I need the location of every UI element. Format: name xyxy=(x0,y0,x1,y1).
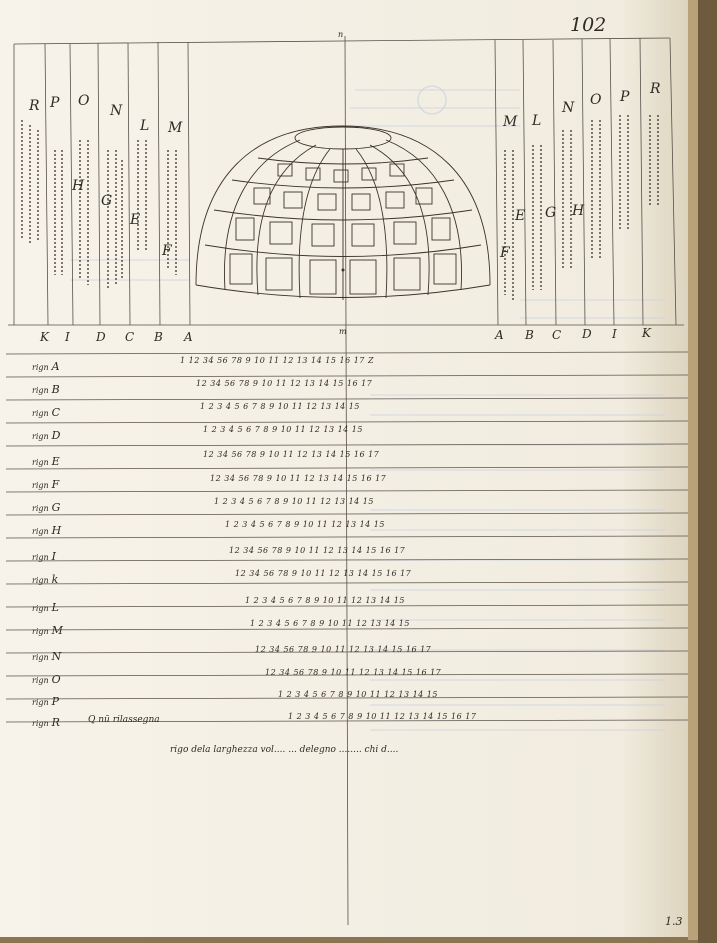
row-numbers-k: 12 34 56 78 9 10 11 12 13 14 15 16 17 xyxy=(235,569,412,578)
row-label-p xyxy=(32,695,59,708)
row-prefix: rign xyxy=(32,553,49,562)
top-label-right-4: O xyxy=(590,92,602,108)
row-prefix: rign xyxy=(32,604,49,613)
strip-label-right-1: F xyxy=(500,245,510,261)
row-letter: E xyxy=(51,455,60,468)
strip-label-left-3: E xyxy=(130,212,141,228)
row-numbers-i: 12 34 56 78 9 10 11 12 13 14 15 16 17 xyxy=(229,546,406,555)
row-prefix: rign xyxy=(32,627,49,636)
bottom-label-right-5: I xyxy=(612,327,617,341)
row-numbers-o: 12 34 56 78 9 10 11 12 13 14 15 16 17 xyxy=(265,668,442,677)
row-label-f xyxy=(32,478,59,491)
row-prefix: rign xyxy=(32,527,49,536)
strip-label-left-1: H xyxy=(72,178,85,194)
row-prefix: rign xyxy=(32,653,49,662)
bottom-label-left-1: K xyxy=(40,330,49,344)
bottom-label-right-4: D xyxy=(582,327,592,341)
top-label-right-1: M xyxy=(503,114,518,130)
strip-label-left-4: F xyxy=(162,243,172,259)
row-numbers-h: 1 2 3 4 5 6 7 8 9 10 11 12 13 14 15 xyxy=(225,520,385,529)
center-mark-bottom: m xyxy=(339,327,347,336)
row-label-l xyxy=(32,601,59,614)
row-label-d xyxy=(32,429,60,442)
row-label-m xyxy=(32,624,63,637)
top-label-right-5: P xyxy=(620,89,630,105)
top-label-right-2: L xyxy=(532,113,542,129)
bottom-label-right-1: A xyxy=(495,328,504,342)
top-label-left-6: M xyxy=(168,120,183,136)
row-r-note: Q nū rilassegna xyxy=(88,715,160,725)
bottom-label-left-4: C xyxy=(125,330,135,344)
dome-center-point xyxy=(342,269,345,272)
row-letter: F xyxy=(51,478,60,491)
strip-label-right-4: H xyxy=(572,203,585,219)
row-label-r xyxy=(32,716,60,729)
row-letter: I xyxy=(51,550,57,563)
bottom-label-right-2: B xyxy=(525,328,534,342)
top-label-right-3: N xyxy=(562,100,575,116)
row-prefix: rign xyxy=(32,676,49,685)
row-label-h xyxy=(32,524,61,537)
row-numbers-l: 1 2 3 4 5 6 7 8 9 10 11 12 13 14 15 xyxy=(245,596,405,605)
row-prefix: rign xyxy=(32,576,49,585)
row-numbers-p: 1 2 3 4 5 6 7 8 9 10 11 12 13 14 15 xyxy=(278,690,438,699)
row-letter: k xyxy=(51,573,59,586)
row-numbers-d: 1 2 3 4 5 6 7 8 9 10 11 12 13 14 15 xyxy=(203,425,363,434)
row-letter: O xyxy=(51,673,61,686)
row-letter: R xyxy=(51,716,60,729)
row-prefix: rign xyxy=(32,363,49,372)
bottom-label-right-6: K xyxy=(642,326,651,340)
top-label-left-3: O xyxy=(78,93,90,109)
top-label-right-6: R xyxy=(650,81,661,97)
row-label-e xyxy=(32,455,60,468)
row-numbers-b: 12 34 56 78 9 10 11 12 13 14 15 16 17 xyxy=(196,379,373,388)
caption-line: rigo dela larghezza vol.... ... delegno ........ chi d.... xyxy=(170,745,399,755)
row-letter: N xyxy=(51,650,62,663)
row-label-i xyxy=(32,550,56,563)
row-numbers-g: 1 2 3 4 5 6 7 8 9 10 11 12 13 14 15 xyxy=(214,497,374,506)
row-label-c xyxy=(32,406,60,419)
row-prefix: rign xyxy=(32,386,49,395)
row-prefix: rign xyxy=(32,719,49,728)
row-numbers-m: 1 2 3 4 5 6 7 8 9 10 11 12 13 14 15 xyxy=(250,619,410,628)
row-letter: P xyxy=(51,695,60,708)
row-numbers-a: 1 12 34 56 78 9 10 11 12 13 14 15 16 17 Z xyxy=(180,356,374,365)
bottom-label-left-3: D xyxy=(96,330,106,344)
row-numbers-c: 1 2 3 4 5 6 7 8 9 10 11 12 13 14 15 xyxy=(200,402,360,411)
bottom-label-left-5: B xyxy=(154,330,163,344)
row-letter: L xyxy=(51,601,59,614)
bottom-label-right-3: C xyxy=(552,328,562,342)
row-label-o xyxy=(32,673,61,686)
top-label-left-2: P xyxy=(50,95,60,111)
strip-label-right-3: G xyxy=(545,205,557,221)
row-letter: C xyxy=(51,406,61,419)
center-mark-top: n xyxy=(338,30,344,39)
cover-edge xyxy=(698,0,717,943)
row-prefix: rign xyxy=(32,698,49,707)
strip-label-right-2: E xyxy=(515,208,526,224)
strip-label-left-2: G xyxy=(101,193,113,209)
corner-mark: 1.3 xyxy=(665,915,683,928)
row-letter: B xyxy=(51,383,60,396)
bottom-label-left-6: A xyxy=(184,330,193,344)
row-numbers-n: 12 34 56 78 9 10 11 12 13 14 15 16 17 xyxy=(255,645,432,654)
row-prefix: rign xyxy=(32,504,49,513)
row-prefix: rign xyxy=(32,458,49,467)
row-letter: M xyxy=(51,624,63,637)
row-numbers-f: 12 34 56 78 9 10 11 12 13 14 15 16 17 xyxy=(210,474,387,483)
bottom-label-left-2: I xyxy=(65,330,70,344)
row-label-n xyxy=(32,650,61,663)
top-label-left-1: R xyxy=(29,98,40,114)
row-prefix: rign xyxy=(32,481,49,490)
row-label-a xyxy=(32,360,60,373)
folio-number: 102 xyxy=(570,14,607,36)
row-letter: D xyxy=(51,429,61,442)
page-edge-stack xyxy=(688,0,698,940)
row-label-k xyxy=(32,573,58,586)
row-label-b xyxy=(32,383,60,396)
row-letter: H xyxy=(51,524,62,537)
top-label-left-4: N xyxy=(110,103,123,119)
row-numbers-e: 12 34 56 78 9 10 11 12 13 14 15 16 17 xyxy=(203,450,380,459)
row-prefix: rign xyxy=(32,409,49,418)
row-numbers-r: 1 2 3 4 5 6 7 8 9 10 11 12 13 14 15 16 17 xyxy=(288,712,477,721)
row-prefix: rign xyxy=(32,432,49,441)
top-label-left-5: L xyxy=(140,118,150,134)
row-label-g xyxy=(32,501,60,514)
row-letter: A xyxy=(51,360,60,373)
row-letter: G xyxy=(51,501,61,514)
